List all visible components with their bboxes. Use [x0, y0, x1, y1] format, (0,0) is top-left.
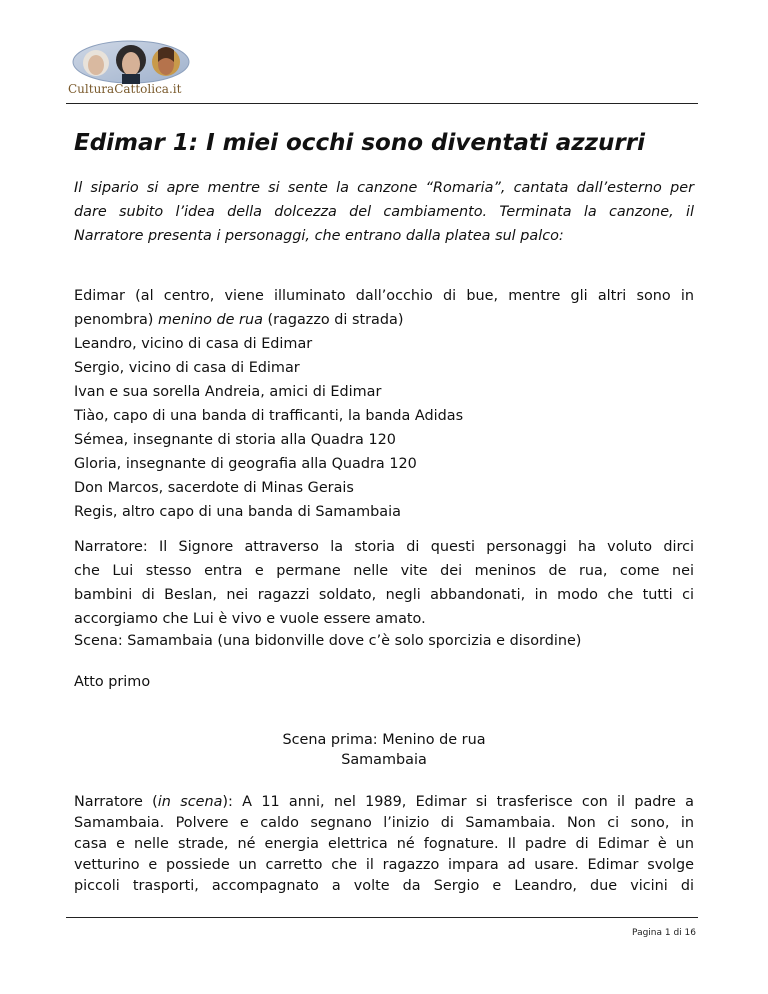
italic-term: menino de rua: [158, 312, 263, 328]
cast-item: Don Marcos, sacerdote di Minas Gerais: [74, 480, 354, 496]
narrator-line: bambini di Beslan, nei ragazzi soldato, negli abbandonati, in modo che tutti ci: [74, 587, 694, 603]
footer-divider: [66, 917, 698, 918]
body-line: vetturino e possiede un carretto che il ragazzo impara ad usare. Edimar svolge: [74, 857, 694, 873]
body-line: casa e nelle strade, né energia elettrica né fognature. Il padre di Edimar è un: [74, 836, 694, 852]
intro-line: Narratore presenta i personaggi, che entrano dalla platea sul palco:: [74, 228, 564, 244]
narrator-line: accorgiamo che Lui è vivo e vuole essere amato.: [74, 611, 426, 627]
scene-title: Scena prima: Menino de rua: [282, 732, 486, 748]
logo-wordmark: CulturaCattolica.it: [68, 82, 182, 96]
culturacattolica-logo: [66, 40, 196, 102]
scene-place: Samambaia: [341, 752, 427, 768]
body-line: piccoli trasporti, accompagnato a volte da Sergio e Leandro, due vicini di: [74, 878, 694, 894]
body-line: Samambaia. Polvere e caldo segnano l’inizio di Samambaia. Non ci sono, in: [74, 815, 694, 831]
cast-item-edimar-cont: penombra) menino de rua (ragazzo di strada): [74, 312, 404, 328]
three-portraits-logo-icon: [72, 40, 190, 84]
cast-item: Regis, altro capo di una banda di Samambaia: [74, 504, 401, 520]
page-number: Pagina 1 di 16: [632, 928, 696, 938]
cast-list: [74, 284, 694, 524]
cast-item: Ivan e sua sorella Andreia, amici di Edimar: [74, 384, 382, 400]
cast-item: Tiào, capo di una banda di trafficanti, la banda Adidas: [74, 408, 464, 424]
act-heading: Atto primo: [74, 674, 151, 690]
body-paragraph: [74, 792, 694, 897]
cast-item: Gloria, insegnante di geografia alla Quadra 120: [74, 456, 417, 472]
header-divider: [66, 103, 698, 104]
italic-term: in scena: [157, 794, 223, 810]
intro-line: Il sipario si apre mentre si sente la canzone “Romaria”, cantata dall’esterno per: [74, 180, 694, 196]
narrator-paragraph: [74, 535, 694, 651]
cast-item: Sémea, insegnante di storia alla Quadra 120: [74, 432, 396, 448]
cast-item: Leandro, vicino di casa di Edimar: [74, 336, 313, 352]
narrator-line: che Lui stesso entra e permane nelle vite dei meninos de rua, come nei: [74, 563, 694, 579]
intro-paragraph: [74, 176, 694, 248]
page-title: Edimar 1: I miei occhi sono diventati azzurri: [74, 130, 645, 156]
narrator-line: Narratore: Il Signore attraverso la storia di questi personaggi ha voluto dirci: [74, 539, 694, 555]
cast-item-edimar: Edimar (al centro, viene illuminato dall’occhio di bue, mentre gli altri sono in: [74, 288, 694, 304]
intro-line: dare subito l’idea della dolcezza del cambiamento. Terminata la canzone, il: [74, 204, 694, 220]
body-line: Narratore (in scena): A 11 anni, nel 1989, Edimar si trasferisce con il padre a: [74, 794, 694, 810]
cast-item: Sergio, vicino di casa di Edimar: [74, 360, 300, 376]
scene-setting: Scena: Samambaia (una bidonville dove c’è solo sporcizia e disordine): [74, 633, 582, 649]
